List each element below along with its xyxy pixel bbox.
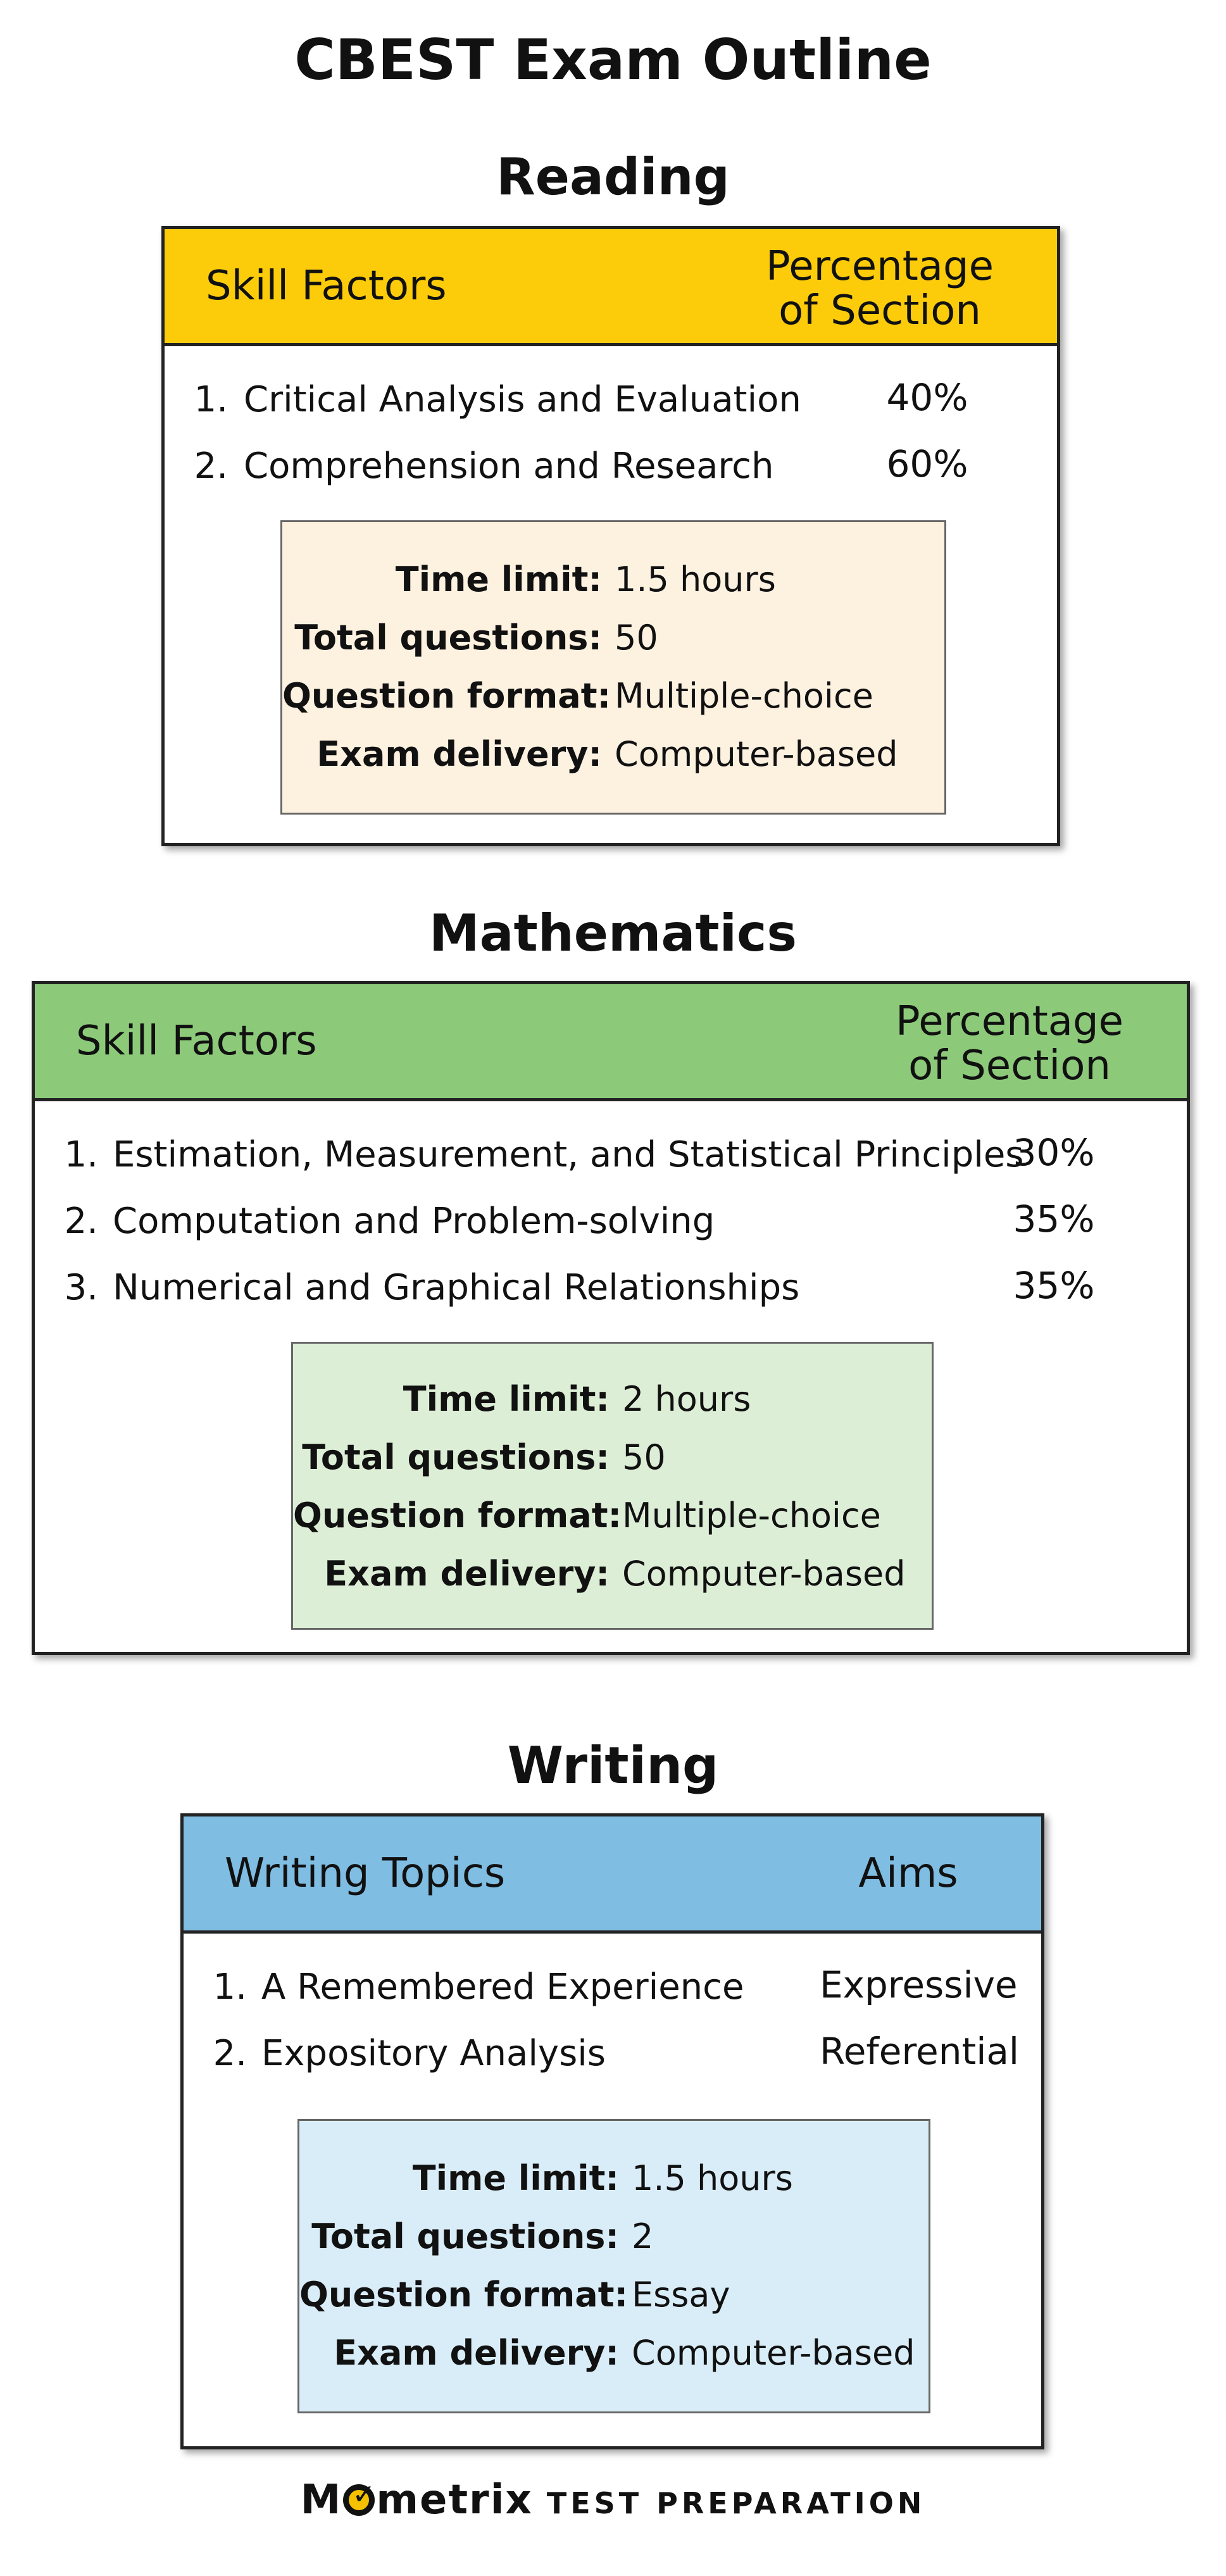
mometrix-logo: [0, 2472, 1226, 2529]
reading-info-row: [282, 609, 944, 667]
mathematics-skill-number: 1.: [64, 1134, 98, 1175]
info-value: Essay: [632, 2275, 730, 2315]
logo-brand-prefix: M: [300, 2477, 342, 2523]
reading-header-percentage-line2: of Section: [779, 287, 981, 334]
reading-skill-number: 1.: [194, 379, 228, 420]
mathematics-skill-row: [35, 1130, 1187, 1180]
writing-topic-label: Expository Analysis: [261, 2033, 606, 2074]
reading-skill-row: [165, 375, 1057, 425]
info-key: Total questions:: [311, 2216, 619, 2256]
mathematics-skill-label: Numerical and Graphical Relationships: [113, 1267, 800, 1308]
info-value: Computer-based: [632, 2333, 915, 2373]
info-key: Time limit:: [412, 2158, 619, 2198]
mathematics-skill-label: Computation and Problem-solving: [113, 1201, 715, 1242]
info-value: 2 hours: [622, 1379, 751, 1419]
mathematics-panel: [32, 981, 1190, 1655]
reading-skill-percentage: 40%: [886, 376, 968, 419]
reading-header-skill-factors: Skill Factors: [206, 263, 447, 309]
info-value: Computer-based: [622, 1554, 906, 1594]
mathematics-skill-percentage: 35%: [1013, 1197, 1095, 1241]
info-value: Multiple-choice: [615, 676, 873, 716]
info-key: Exam delivery:: [334, 2333, 619, 2373]
writing-info-box: [297, 2119, 930, 2413]
mathematics-header-skill-factors: Skill Factors: [76, 1018, 317, 1065]
mathematics-skill-row: [35, 1263, 1187, 1313]
mathematics-skill-label: Estimation, Measurement, and Statistical Principles: [113, 1134, 1024, 1175]
reading-info-row: [282, 667, 944, 725]
mathematics-header-percentage: [877, 999, 1142, 1088]
writing-info-row: [299, 2324, 929, 2382]
logo-brand-suffix: metrix: [376, 2477, 533, 2523]
writing-header-topics: Writing Topics: [225, 1850, 506, 1897]
writing-info-row: [299, 2149, 929, 2208]
reading-header-percentage-line1: Percentage: [765, 243, 994, 290]
checkmark-o-icon: ✓: [343, 2484, 375, 2516]
writing-topic-aim: Referential: [820, 2030, 1020, 2073]
info-key: Exam delivery:: [316, 734, 602, 774]
mathematics-header-percentage-line1: Percentage: [895, 998, 1124, 1045]
info-key: Total questions:: [294, 618, 602, 658]
writing-panel: [180, 1813, 1044, 2449]
mathematics-header-percentage-line2: of Section: [908, 1042, 1111, 1089]
reading-info-box: [280, 520, 946, 815]
writing-header-aims: Aims: [858, 1850, 958, 1897]
writing-topic-row: [184, 2029, 1041, 2079]
mathematics-skill-percentage: 35%: [1013, 1264, 1095, 1307]
info-value: 50: [615, 618, 658, 658]
writing-topic-row: [184, 1962, 1041, 2013]
mathematics-info-box: [291, 1342, 934, 1630]
reading-header-percentage: [747, 244, 1013, 333]
mathematics-skill-number: 3.: [64, 1267, 98, 1308]
info-key: Question format:: [299, 2275, 629, 2315]
reading-skill-label: Comprehension and Research: [244, 446, 774, 487]
reading-header: [165, 229, 1057, 346]
mathematics-header: [35, 984, 1187, 1101]
writing-header: [184, 1816, 1041, 1934]
writing-info-row: [299, 2208, 929, 2266]
writing-topic-number: 1.: [213, 1966, 247, 2008]
mathematics-skill-row: [35, 1196, 1187, 1247]
logo-brand: [301, 2477, 533, 2523]
info-value: 1.5 hours: [615, 560, 776, 599]
reading-section-title: Reading: [496, 147, 730, 206]
info-key: Exam delivery:: [324, 1554, 610, 1594]
reading-skill-row: [165, 441, 1057, 492]
mathematics-info-row: [293, 1370, 932, 1429]
writing-topic-aim: Expressive: [820, 1963, 1018, 2006]
info-key: Time limit:: [395, 560, 602, 599]
reading-info-row: [282, 551, 944, 609]
reading-skill-label: Critical Analysis and Evaluation: [244, 379, 801, 420]
mathematics-info-row: [293, 1487, 932, 1545]
logo-tagline: TEST PREPARATION: [546, 2486, 926, 2520]
info-key: Total questions:: [302, 1437, 610, 1477]
info-value: Multiple-choice: [622, 1496, 881, 1535]
info-value: 1.5 hours: [632, 2158, 793, 2198]
page-title: CBEST Exam Outline: [294, 27, 932, 92]
reading-skill-percentage: 60%: [886, 442, 968, 485]
mathematics-section-title: Mathematics: [428, 904, 798, 963]
reading-info-row: [282, 725, 944, 784]
info-value: Computer-based: [615, 734, 898, 774]
reading-panel: [161, 226, 1060, 846]
mathematics-info-row: [293, 1545, 932, 1603]
info-key: Time limit:: [403, 1379, 610, 1419]
mathematics-info-row: [293, 1429, 932, 1487]
reading-skill-number: 2.: [194, 446, 228, 487]
writing-info-row: [299, 2266, 929, 2324]
info-key: Question format:: [293, 1496, 622, 1535]
mathematics-skill-number: 2.: [64, 1201, 98, 1242]
writing-topic-number: 2.: [213, 2033, 247, 2074]
writing-section-title: Writing: [507, 1736, 719, 1795]
info-value: 2: [632, 2216, 654, 2256]
mathematics-skill-percentage: 30%: [1013, 1131, 1095, 1174]
info-key: Question format:: [282, 676, 611, 716]
info-value: 50: [622, 1437, 666, 1477]
writing-topic-label: A Remembered Experience: [261, 1966, 744, 2008]
